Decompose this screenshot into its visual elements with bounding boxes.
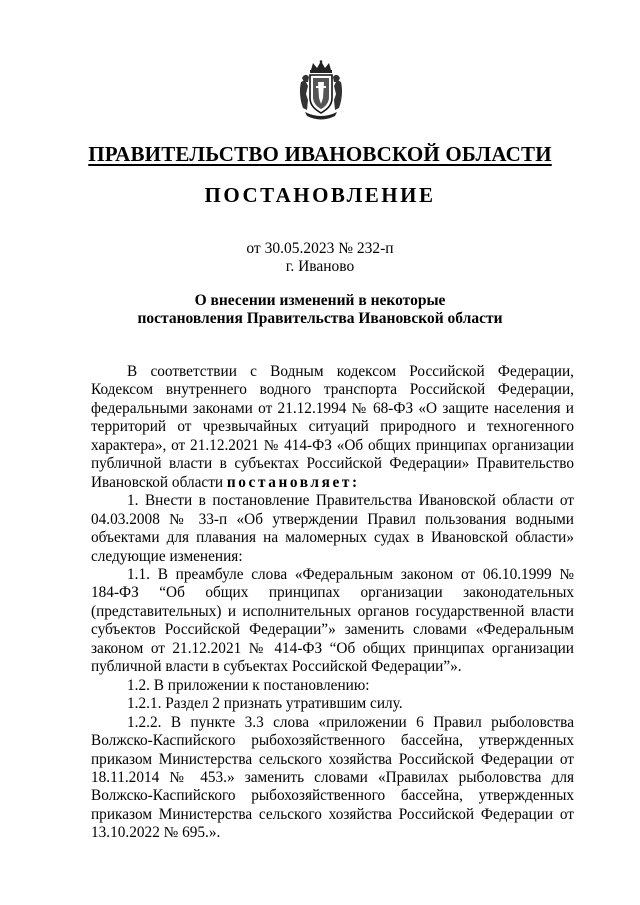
preamble-paragraph [91,363,574,492]
paragraph-1-1: 1.1. В преамбуле слова «Федеральным законом от 06.10.1999 № 184-ФЗ “Об общих принципах организации законодательных (представительных) и исполнительных органов государственной власти субъектов Российской Федерации”» заменить словами «Федеральным законом от 21.12.2021 № 414-ФЗ “Об общих принципах организации публичной власти в субъектах Российской Федерации”». [91,565,574,676]
coat-of-arms-emblem [299,60,343,122]
paragraph-1-2-1: 1.2.1. Раздел 2 признать утратившим силу. [127,695,403,713]
document-body [91,363,574,843]
paragraph-1: 1. Внести в постановление Правительства Ивановской области от 04.03.2008 № 33-п «Об утверждении Правил пользования водными объектами для плавания на маломерных судах в Ивановской области» следующие изменения: [91,492,574,565]
subject-line-1: О внесении изменений в некоторые [194,292,446,309]
resolves-word: постановляет: [226,473,360,491]
government-title: ПРАВИТЕЛЬСТВО ИВАНОВСКОЙ ОБЛАСТИ [88,142,552,166]
document-type-heading: ПОСТАНОВЛЕНИЕ [204,183,436,207]
paragraph-1-2-2: 1.2.2. В пункте 3.3 слова «приложении 6 Правил рыболовства Волжско-Каспийского рыбохозяйственного бассейна, утвержденных приказом Министерства сельского хозяйства Российской Федерации от 18.11.2014 № 453.» заменить словами «Правилах рыболовства для Волжско-Каспийского рыбохозяйственного бассейна, утвержденных приказом Министерства сельского хозяйства Российской Федерации от 13.10.2022 № 695.». [91,713,574,842]
document-date-number: от 30.05.2023 № 232-п [246,240,394,257]
paragraph-1-2: 1.2. В приложении к постановлению: [127,676,370,694]
document-subject [0,292,640,328]
subject-line-2: постановления Правительства Ивановской области [137,310,503,327]
preamble-text: В соответствии с Водным кодексом Российской Федерации, Кодексом внутреннего водного транспорта Российской Федерации, федеральными законами от 21.12.1994 № 68-ФЗ «О защите населения и территорий от чрезвычайных ситуаций природного и техногенного характера», от 21.12.2021 № 414-ФЗ «Об общих принципах организации публичной власти в субъектах Российской Федерации» Правительство Ивановской области [91,363,574,491]
document-city: г. Иваново [285,258,355,275]
